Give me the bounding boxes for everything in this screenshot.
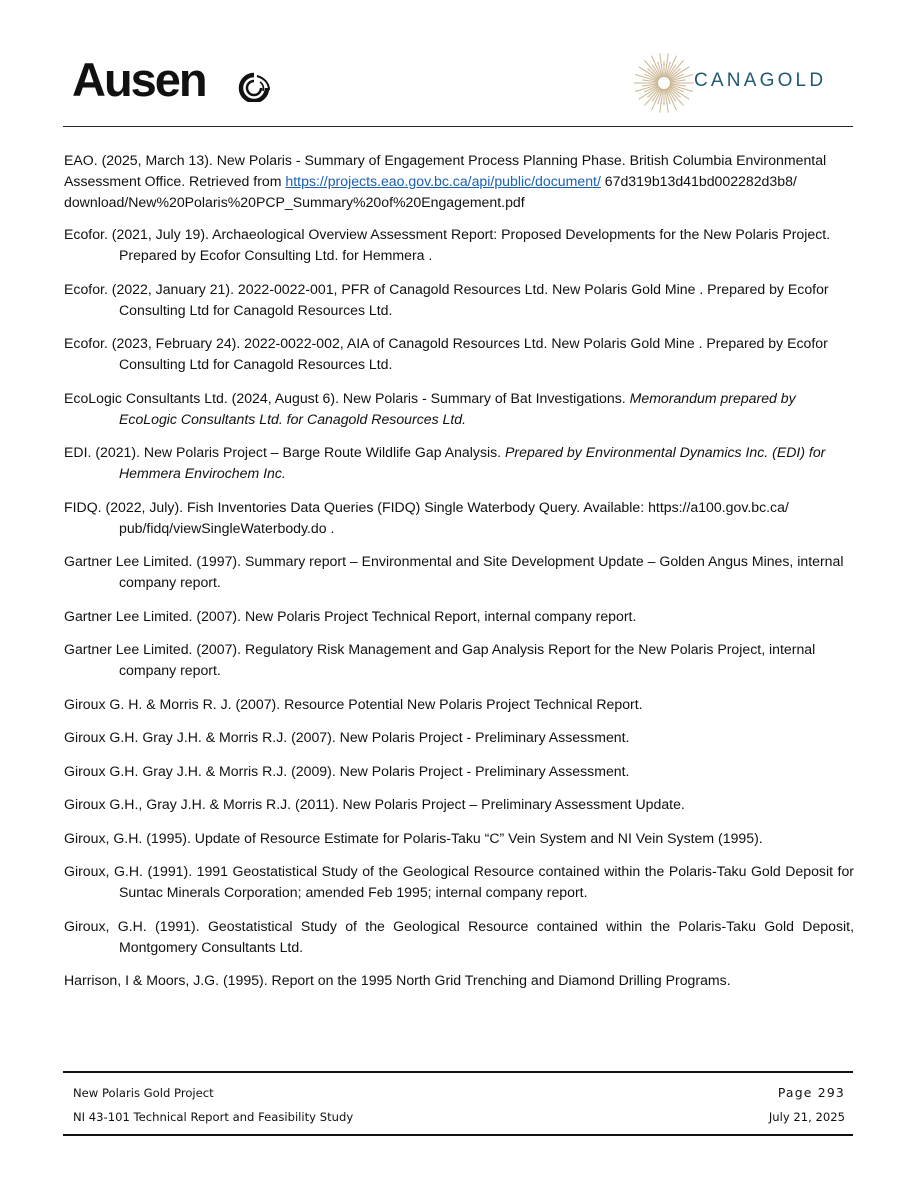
canagold-logo-wordmark: CANAGOLD [694, 70, 827, 91]
ausenco-logo-wordmark: Ausen [72, 53, 206, 106]
reference-item: Giroux, G.H. (1995). Update of Resource Estimate for Polaris-Taku “C” Vein System and NI Vein System (1995). [64, 829, 763, 846]
reference-item: EcoLogic Consultants Ltd. (2024, August 6). New Polaris - Summary of Bat Investigations. Memorandum prepared by EcoLogic Consultants Ltd. for Canagold Resources Ltd. [64, 389, 796, 427]
reference-item: Giroux G.H. Gray J.H. & Morris R.J. (2009). New Polaris Project - Preliminary Assessment. [64, 762, 630, 779]
reference-item: FIDQ. (2022, July). Fish Inventories Data Queries (FIDQ) Single Waterbody Query. Available: https://a100.gov.bc.ca/ pub/fidq/viewSingleWaterbody.do . [64, 498, 789, 536]
ausenco-swirl-icon [238, 72, 272, 102]
footer-date: July 21, 2025 [768, 1110, 845, 1124]
footer-divider-bottom [63, 1134, 853, 1136]
reference-item: Gartner Lee Limited. (1997). Summary report – Environmental and Site Development Update – Golden Angus Mines, internal company report. [64, 553, 844, 590]
footer-page-number: Page 293 [777, 1085, 845, 1100]
reference-item: Ecofor. (2022, January 21). 2022-0022-001, PFR of Canagold Resources Ltd. New Polaris Gold Mine . Prepared by Ecofor Consulting Ltd for Canagold Resources Ltd. [64, 280, 829, 318]
header-divider [63, 126, 853, 127]
reference-item: Giroux G. H. & Morris R. J. (2007). Resource Potential New Polaris Project Technical Report. [64, 695, 643, 712]
reference-link[interactable]: https://projects.eao.gov.bc.ca/api/public/document/ [285, 173, 601, 189]
reference-item: Ecofor. (2021, July 19). Archaeological Overview Assessment Report: Proposed Developments for the New Polaris Project. Prepared by Ecofor Consulting Ltd. for Hemmera . [64, 226, 831, 263]
reference-item: EDI. (2021). New Polaris Project – Barge Route Wildlife Gap Analysis. Prepared by Environmental Dynamics Inc. (EDI) for Hemmera Envirochem Inc. [64, 444, 826, 481]
footer-project: New Polaris Gold Project [73, 1086, 214, 1100]
reference-item: Harrison, I & Moors, J.G. (1995). Report on the 1995 North Grid Trenching and Diamond Drilling Programs. [64, 972, 731, 988]
reference-item: Giroux, G.H. (1991). Geostatistical Study of the Geological Resource contained within the Polaris-Taku Gold Deposit, Montgomery Consultants Ltd. [64, 917, 854, 955]
reference-item: Giroux, G.H. (1991). 1991 Geostatistical Study of the Geological Resource contained within the Polaris-Taku Gold Deposit for Suntac Minerals Corporation; amended Feb 1995; internal company report. [64, 863, 854, 900]
sunburst-icon [633, 50, 697, 116]
reference-item: Gartner Lee Limited. (2007). New Polaris Project Technical Report, internal company report. [64, 607, 637, 624]
reference-list [64, 150, 854, 1004]
reference-item: Giroux G.H. Gray J.H. & Morris R.J. (2007). New Polaris Project - Preliminary Assessment. [64, 729, 630, 745]
footer-report-title: NI 43-101 Technical Report and Feasibility Study [73, 1110, 354, 1124]
reference-item: Giroux G.H., Gray J.H. & Morris R.J. (2011). New Polaris Project – Preliminary Assessment Update. [64, 796, 685, 812]
reference-item: Ecofor. (2023, February 24). 2022-0022-002, AIA of Canagold Resources Ltd. New Polaris Gold Mine . Prepared by Ecofor Consulting Ltd for Canagold Resources Ltd. [64, 335, 828, 372]
ausenco-logo [72, 53, 282, 106]
footer-divider-top [63, 1071, 853, 1073]
canagold-logo [633, 50, 853, 116]
reference-item: EAO. (2025, March 13). New Polaris - Summary of Engagement Process Planning Phase. British Columbia Environmental Assessment Office. Retrieved from https://projects.eao.gov.bc.ca/api/public/document/ 67d319b13d41bd002282d3b8/ download/New%20Polaris%20PCP_Summary%20of%20Engagement.pdf [64, 152, 827, 210]
reference-item: Gartner Lee Limited. (2007). Regulatory Risk Management and Gap Analysis Report for the New Polaris Project, internal company report. [64, 641, 816, 678]
